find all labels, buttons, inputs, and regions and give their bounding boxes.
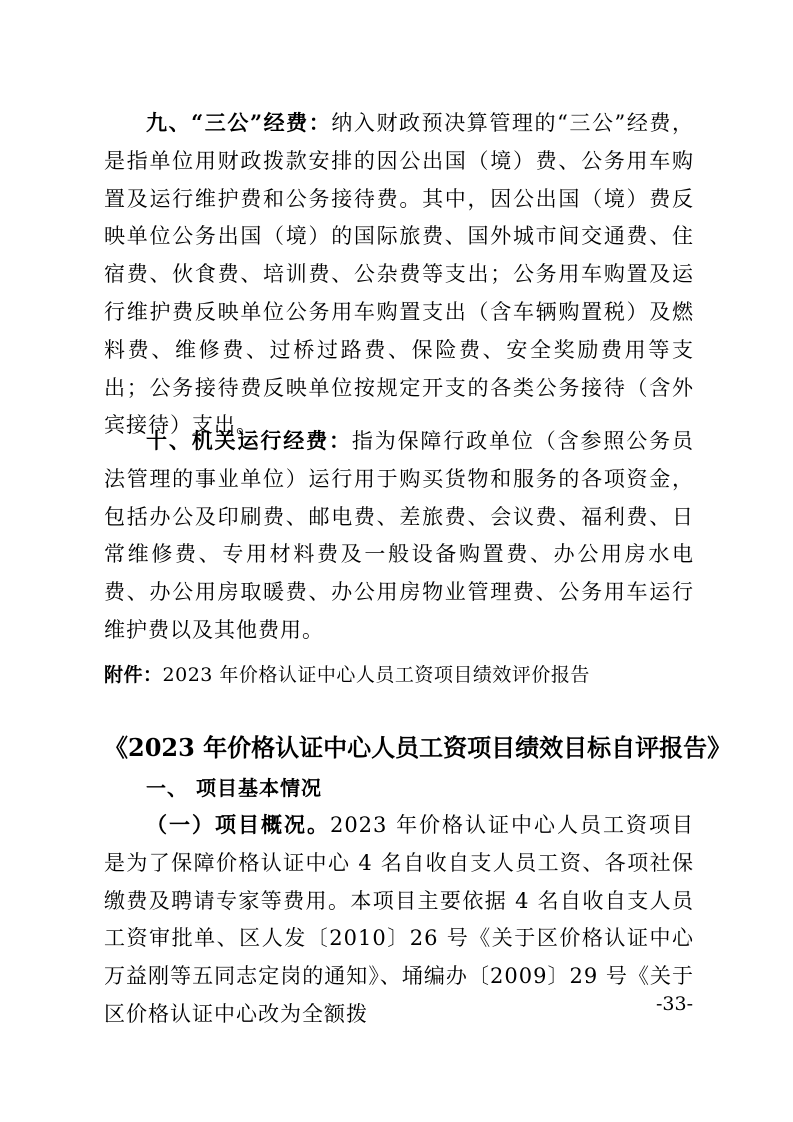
paragraph-body: 2023 年价格认证中心人员工资项目是为了保障价格认证中心 4 名自收自支人员工资、各项社保缴费及聘请专家等费用。本项目主要依据 4 名自收自支人员工资审批单、区人发〔2010〕26 号《关于区价格认证中心万益刚等五同志定岗的通知》、埇编办〔2009〕29 号《关于区价格认证中心改为全额拨 bbox=[104, 813, 694, 1026]
paragraph-three-public-expenses bbox=[104, 104, 694, 445]
paragraph-heading: （一）项目概况。 bbox=[146, 812, 330, 837]
attachment-text: 2023 年价格认证中心人员工资项目绩效评价报告 bbox=[162, 664, 590, 686]
paragraph-body: 纳入财政预决算管理的“三公”经费，是指单位用财政拨款安排的因公出国（境）费、公务用车购置及运行维护费和公务接待费。其中，因公出国（境）费反映单位公务出国（境）的国际旅费、国外城市间交通费、住宿费、伙食费、培训费、公杂费等支出；公务用车购置及运行维护费反映单位公务用车购置支出（含车辆购置税）及燃料费、维修费、过桥过路费、保险费、安全奖励费用等支出；公务接待费反映单位按规定开支的各类公务接待（含外宾接待）支出。 bbox=[104, 111, 694, 438]
attachment-line bbox=[104, 660, 590, 690]
section-heading: 一、 项目基本情况 bbox=[146, 776, 322, 800]
report-title: 《2023 年价格认证中心人员工资项目绩效目标自评报告》 bbox=[104, 733, 732, 762]
page-number: -33- bbox=[655, 993, 693, 1015]
paragraph-body: 指为保障行政单位（含参照公务员法管理的事业单位）运行用于购买货物和服务的各项资金，包括办公及印刷费、邮电费、差旅费、会议费、福利费、日常维修费、专用材料费及一般设备购置费、办公用房水电费、办公用房取暖费、办公用房物业管理费、公务用车运行维护费以及其他费用。 bbox=[104, 429, 695, 642]
paragraph-heading: 九、“三公”经费： bbox=[146, 110, 332, 135]
attachment-label: 附件： bbox=[104, 664, 163, 686]
paragraph-project-overview bbox=[104, 806, 694, 1034]
paragraph-heading: 十、机关运行经费： bbox=[146, 428, 352, 453]
paragraph-operating-expenses bbox=[104, 422, 694, 650]
